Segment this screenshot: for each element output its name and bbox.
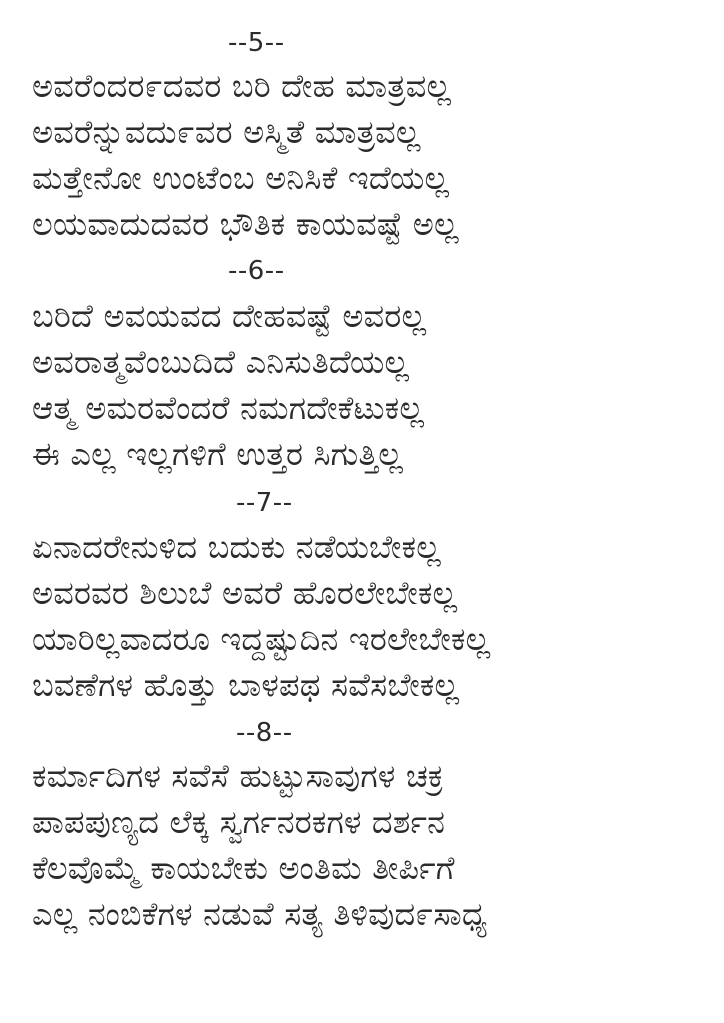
stanza-number: --7--: [236, 488, 293, 518]
poem-line: ಪಾಪಪುಣ್ಯದ ಲೆಕ್ಕ ಸ್ವರ್ಗನರಕಗಳ ದರ್ಶನ: [32, 803, 446, 841]
stanza-number: --5--: [228, 28, 285, 58]
poem-line: ಅವರವರ ಶಿಲುಬೆ ಅವರೆ ಹೊರಲೇಬೇಕಲ್ಲ: [32, 574, 458, 612]
poem-line: ಕೆಲವೊಮ್ಮೆ ಕಾಯಬೇಕು ಅಂತಿಮ ತೀರ್ಪಿಗೆ: [32, 849, 455, 887]
poem-line: ಮತ್ತೇನೋ ಉಂಟೆಂಬ ಅನಿಸಿಕೆ ಇದೆಯಲ್ಲ: [32, 159, 450, 197]
poem-line: ಅವರೆನ್ನುವದು೯ವರ ಅಸ್ಮಿತೆ ಮಾತ್ರವಲ್ಲ: [32, 113, 421, 151]
poem-line: ಲಯವಾದುದವರ ಭೌತಿಕ ಕಾಯವಷ್ಟೆ ಅಲ್ಲ: [32, 205, 459, 243]
stanza-number: --8--: [236, 718, 293, 748]
poem-line: ಅವರೆಂದರ೯ದವರ ಬರಿ ದೇಹ ಮಾತ್ರವಲ್ಲ: [32, 67, 452, 105]
poem-line: ಏನಾದರೇನುಳಿದ ಬದುಕು ನಡೆಯಬೇಕಲ್ಲ: [32, 528, 441, 566]
poem-line: ಬರಿದೆ ಅವಯವದ ದೇಹವಷ್ಟೆ ಅವರಲ್ಲ: [32, 297, 427, 335]
poem-line: ಯಾರಿಲ್ಲವಾದರೂ ಇದ್ದಷ್ಟುದಿನ ಇರಲೇಬೇಕಲ್ಲ: [32, 620, 491, 658]
poem-line: ಎಲ್ಲ ನಂಬಿಕೆಗಳ ನಡುವೆ ಸತ್ಯ ತಿಳಿವುದ೯ಸಾಧ್ಯ: [32, 895, 488, 933]
poem-line: ಕರ್ಮಾದಿಗಳ ಸವೆಸೆ ಹುಟ್ಟುಸಾವುಗಳ ಚಕ್ರ: [32, 757, 444, 795]
poem-line: ಈ ಎಲ್ಲ ಇಲ್ಲಗಳಿಗೆ ಉತ್ತರ ಸಿಗುತ್ತಿಲ್ಲ: [32, 435, 403, 473]
poem-line: ಆತ್ಮ ಅಮರವೆಂದರೆ ನಮಗದೇಕೆಟುಕಲ್ಲ: [32, 389, 425, 427]
poem-line: ಅವರಾತ್ಮವೆಂಬುದಿದೆ ಎನಿಸುತಿದೆಯಲ್ಲ: [32, 343, 410, 381]
stanza-number: --6--: [228, 256, 285, 286]
poem-line: ಬವಣೆಗಳ ಹೊತ್ತು ಬಾಳಪಥ ಸವೆಸಬೇಕಲ್ಲ: [32, 666, 460, 704]
